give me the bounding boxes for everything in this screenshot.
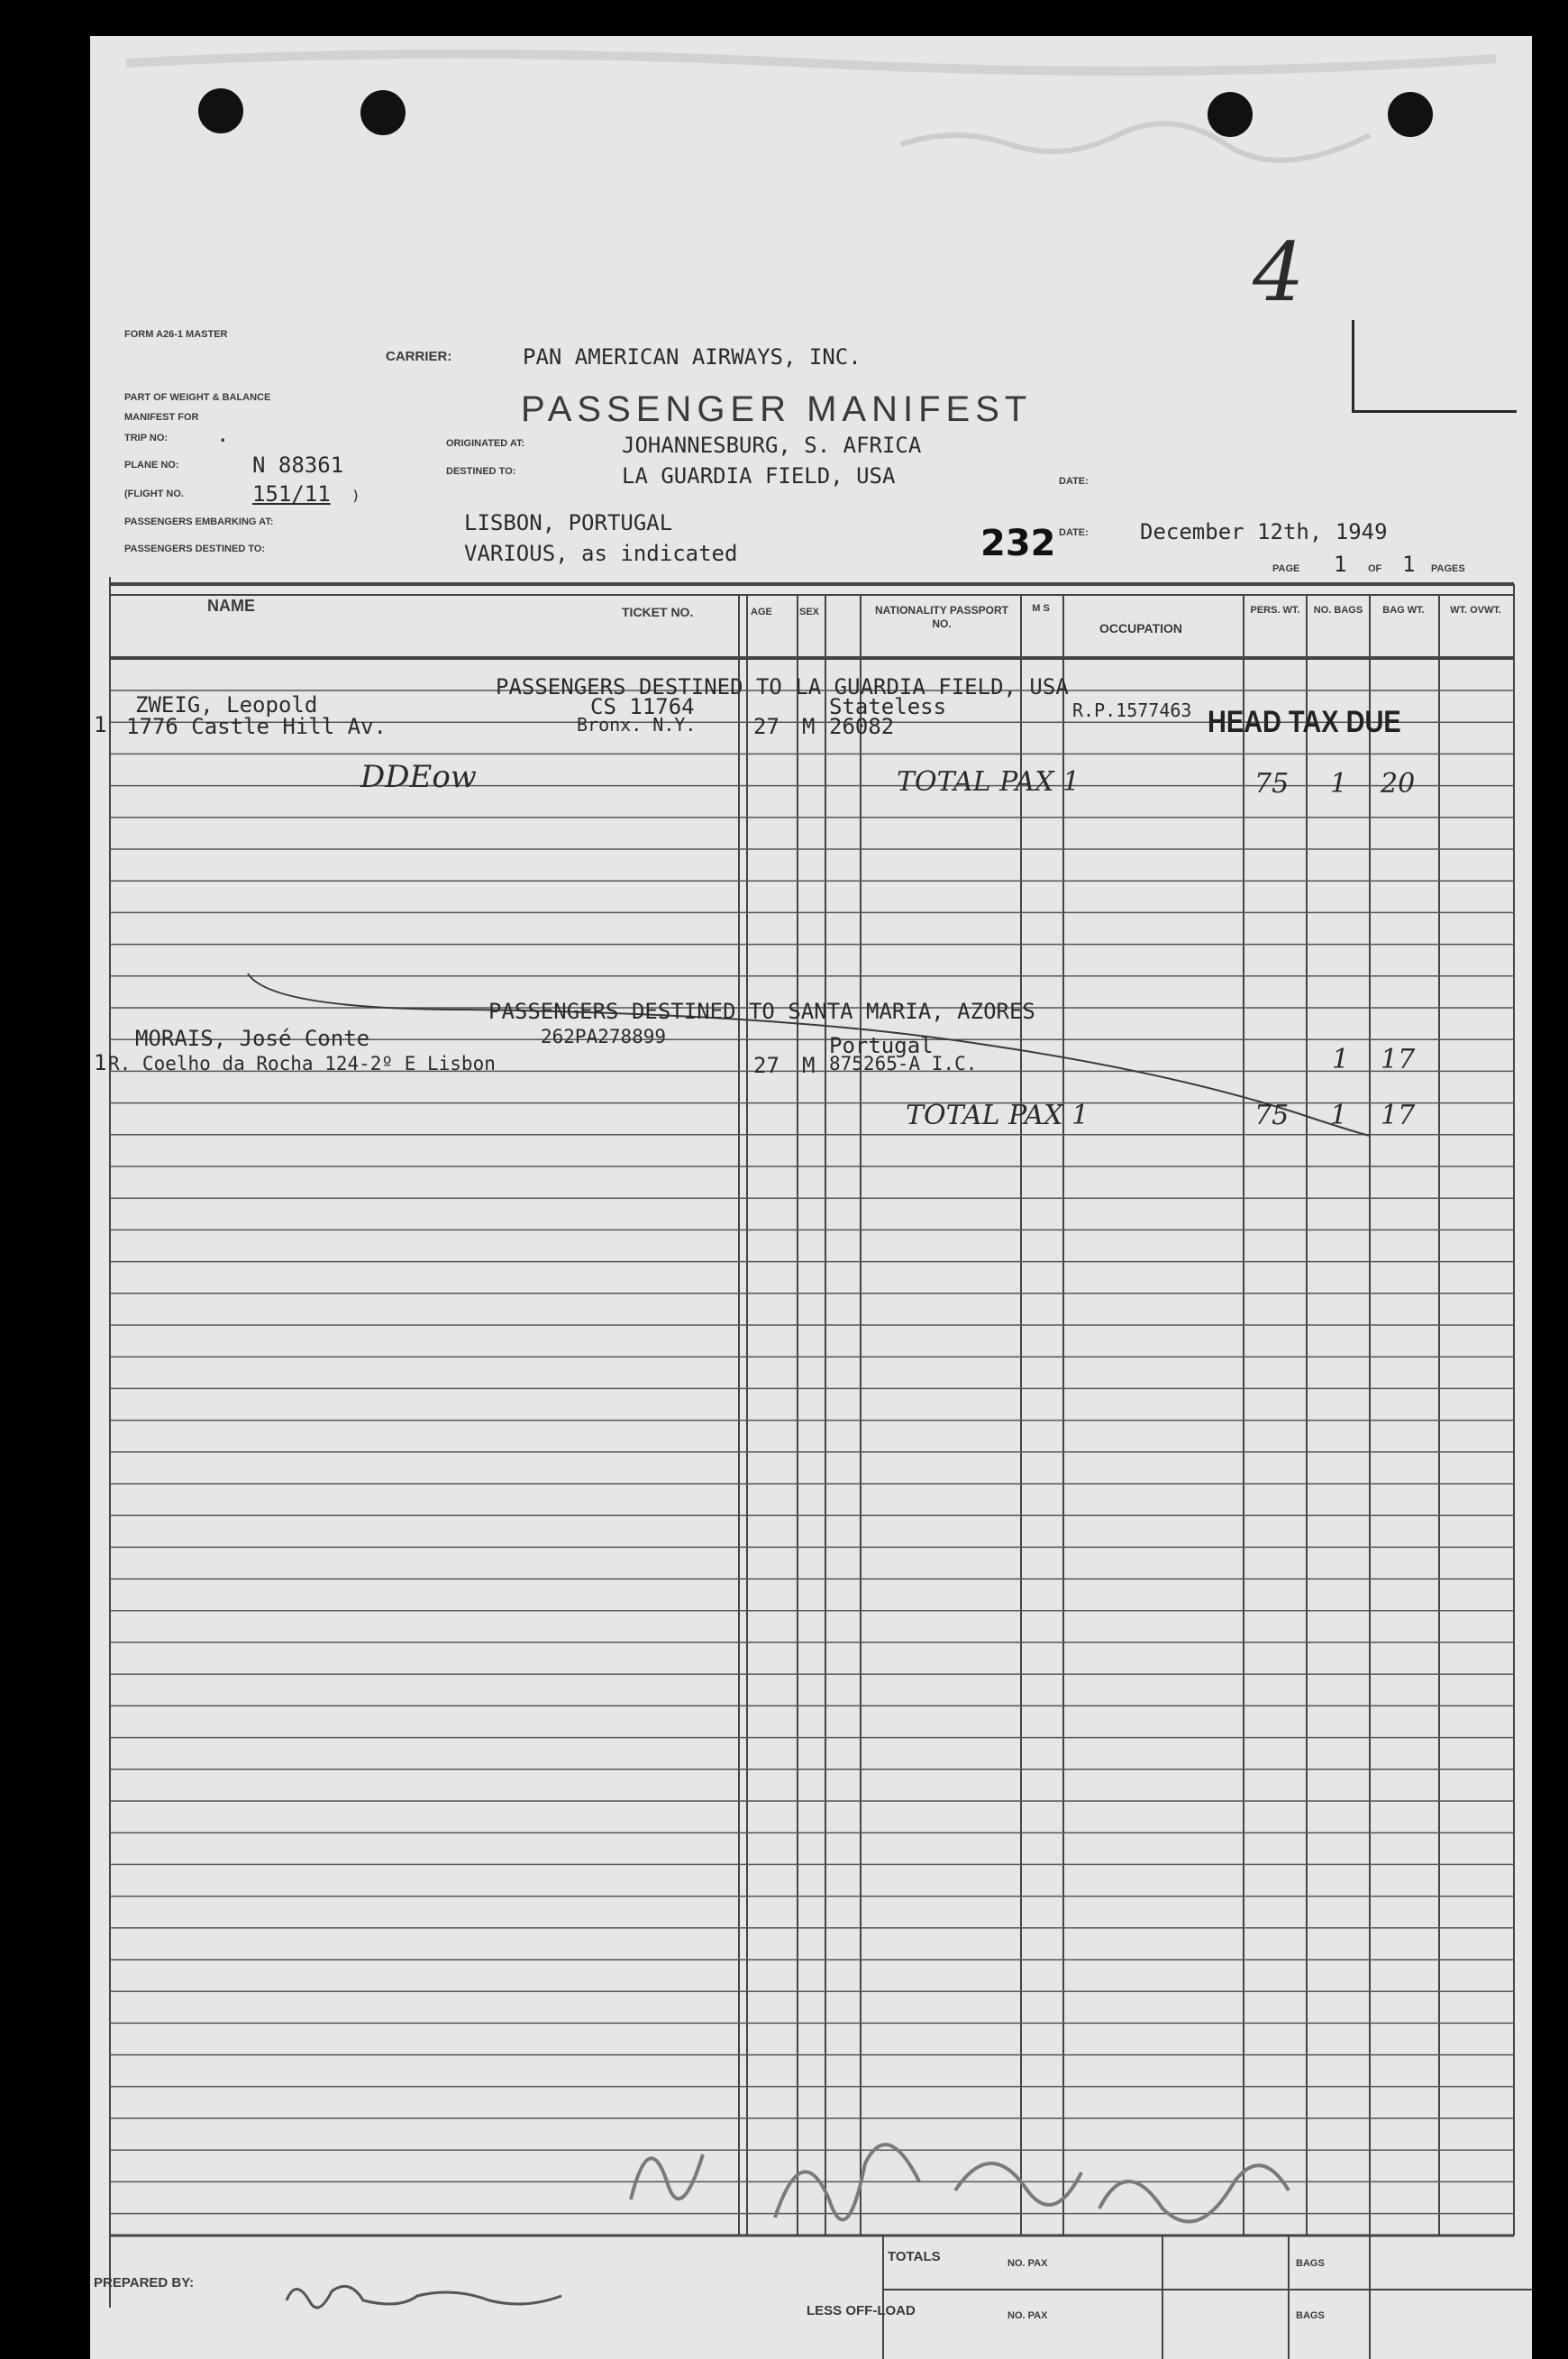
flight-value: 151/11 bbox=[252, 481, 331, 507]
carrier-label: CARRIER: bbox=[386, 349, 452, 364]
section1-address-extra: Bronx. N.Y. bbox=[577, 714, 697, 736]
trip-value: . bbox=[216, 422, 230, 447]
section2-total-pax: TOTAL PAX 1 bbox=[906, 1100, 1089, 1131]
destined-label: DESTINED TO: bbox=[446, 466, 516, 477]
section2-heading: PASSENGERS DESTINED TO SANTA MARIA, AZORES bbox=[488, 999, 1035, 1024]
section2-row-bags: 1 bbox=[1332, 1044, 1350, 1075]
section1-nationality: Stateless bbox=[829, 694, 947, 719]
section2-pers-wt: 75 bbox=[1254, 1100, 1290, 1131]
of-label: OF bbox=[1368, 563, 1382, 574]
page-label: PAGE bbox=[1272, 563, 1300, 574]
section2-passport: 875265-A I.C. bbox=[829, 1053, 978, 1074]
offload-bags-label: BAGS bbox=[1296, 2310, 1325, 2321]
section1-pers-wt: 75 bbox=[1254, 768, 1290, 800]
manifest-number: 232 bbox=[980, 523, 1056, 564]
dest-to-value: VARIOUS, as indicated bbox=[464, 541, 738, 566]
flight-close: ) bbox=[351, 487, 360, 504]
manifest-for-label: MANIFEST FOR bbox=[124, 412, 199, 423]
originated-label: ORIGINATED AT: bbox=[446, 438, 525, 449]
section1-age: 27 bbox=[753, 714, 779, 739]
section2-age: 27 bbox=[753, 1053, 779, 1078]
column-header-name: NAME bbox=[207, 597, 255, 615]
corner-mark: 4 bbox=[1253, 225, 1305, 320]
offload-no-pax-label: NO. PAX bbox=[1007, 2310, 1048, 2321]
totals-label: TOTALS bbox=[888, 2249, 941, 2264]
section2-name: MORAIS, José Conte bbox=[135, 1026, 370, 1051]
section1-heading: PASSENGERS DESTINED TO LA GUARDIA FIELD, USA bbox=[496, 674, 1069, 699]
totals-no-pax-label: NO. PAX bbox=[1007, 2258, 1048, 2269]
column-header-ms: M S bbox=[1032, 603, 1050, 614]
column-header-age: AGE bbox=[751, 607, 772, 617]
manifest-grid bbox=[90, 36, 1532, 2359]
embarking-label: PASSENGERS EMBARKING AT: bbox=[124, 517, 274, 527]
column-header-occupation: OCCUPATION bbox=[1099, 621, 1183, 635]
column-header-ticket: TICKET NO. bbox=[622, 605, 694, 619]
column-header-no-bags: NO. BAGS bbox=[1313, 605, 1363, 616]
prepared-by-label: PREPARED BY: bbox=[94, 2275, 195, 2290]
totals-bags-label: BAGS bbox=[1296, 2258, 1325, 2269]
column-header-sex: SEX bbox=[799, 607, 820, 617]
section2-sex: M bbox=[802, 1053, 816, 1078]
head-tax-due-stamp: HEAD TAX DUE bbox=[1208, 705, 1401, 739]
section2-count: 1 bbox=[94, 1050, 107, 1075]
column-header-bag-wt: BAG WT. bbox=[1382, 605, 1425, 616]
section2-ticket: 262PA278899 bbox=[541, 1026, 667, 1047]
column-header-pers-wt: PERS. WT. bbox=[1250, 605, 1300, 616]
embarking-value: LISBON, PORTUGAL bbox=[464, 510, 673, 535]
plane-label: PLANE NO: bbox=[124, 460, 179, 471]
section1-total-pax: TOTAL PAX 1 bbox=[897, 766, 1080, 798]
form-id: FORM A26-1 MASTER bbox=[124, 329, 228, 340]
flight-label: (FLIGHT NO. bbox=[124, 489, 184, 499]
column-header-wt-ovwt: WT. OVWT. bbox=[1450, 605, 1501, 616]
section1-name: ZWEIG, Leopold bbox=[135, 692, 318, 718]
section2-bag-wt: 17 bbox=[1381, 1100, 1416, 1131]
section1-passport: 26082 bbox=[829, 714, 895, 739]
section1-address: 1776 Castle Hill Av. bbox=[126, 714, 387, 739]
section2-no-bags: 1 bbox=[1330, 1100, 1348, 1131]
section2-nationality: Portugal bbox=[829, 1033, 934, 1058]
trip-label: TRIP NO: bbox=[124, 433, 169, 443]
section1-count: 1 bbox=[94, 712, 107, 737]
dest-to-label: PASSENGERS DESTINED TO: bbox=[124, 544, 266, 554]
column-header-nationality: NATIONALITY PASSPORT NO. bbox=[874, 604, 1008, 630]
plane-value: N 88361 bbox=[252, 453, 344, 478]
section1-sex: M bbox=[802, 714, 816, 739]
section1-no-bags: 1 bbox=[1330, 768, 1348, 800]
less-offload-label: LESS OFF-LOAD bbox=[807, 2303, 916, 2318]
section2-address: R. Coelho da Rocha 124-2º E Lisbon bbox=[108, 1053, 496, 1074]
destined-value: LA GUARDIA FIELD, USA bbox=[622, 463, 896, 489]
section1-initials: DDEow bbox=[360, 759, 477, 795]
section1-occupation: R.P.1577463 bbox=[1072, 699, 1192, 721]
date-label-2: DATE: bbox=[1059, 527, 1089, 538]
page-total: 1 bbox=[1402, 552, 1416, 577]
originated-value: JOHANNESBURG, S. AFRICA bbox=[622, 433, 922, 458]
manifest-sheet bbox=[90, 36, 1532, 2359]
carrier-value: PAN AMERICAN AIRWAYS, INC. bbox=[523, 344, 861, 370]
date-value: December 12th, 1949 bbox=[1140, 519, 1388, 544]
section1-bag-wt: 20 bbox=[1381, 768, 1416, 800]
section1-ticket: CS 11764 bbox=[590, 694, 695, 719]
pages-label: PAGES bbox=[1431, 563, 1465, 574]
page-number: 1 bbox=[1334, 552, 1347, 577]
section2-row-bag-wt: 17 bbox=[1381, 1044, 1416, 1075]
page-title: PASSENGER MANIFEST bbox=[521, 389, 1033, 429]
date-label: DATE: bbox=[1059, 476, 1089, 487]
part-of-label: PART OF WEIGHT & BALANCE bbox=[124, 392, 271, 403]
